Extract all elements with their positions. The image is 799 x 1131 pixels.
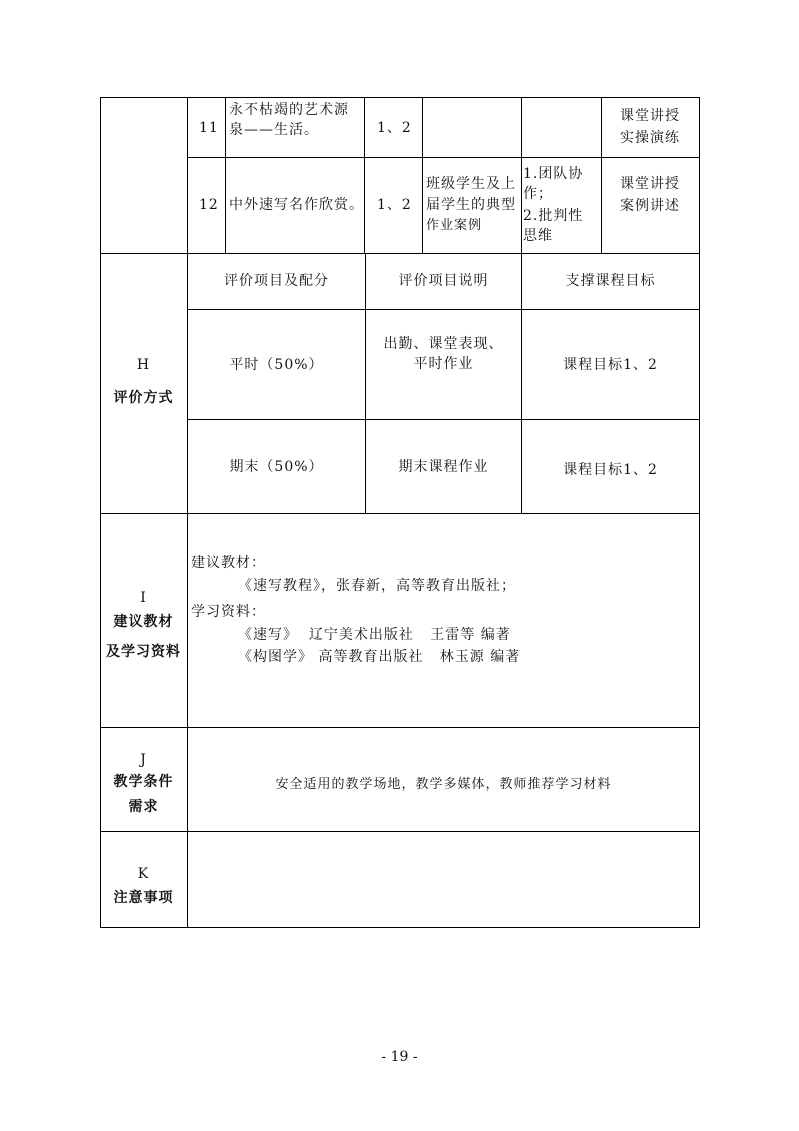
- section-j-letter: J: [140, 752, 147, 768]
- eval-header-item: 评价项目及配分: [224, 273, 329, 289]
- schedule-row-method: 案例讲述: [620, 198, 680, 214]
- materials-entry: 《速写》 辽宁美术出版社 王雷等 编著: [238, 627, 511, 643]
- col-divider: [225, 97, 226, 253]
- col-divider: [422, 97, 423, 253]
- schedule-row-ideology: 1.团队协: [523, 166, 584, 182]
- section-j-content: 安全适用的教学场地，教学多媒体，教师推荐学习材料: [275, 777, 612, 792]
- eval-target: 课程目标1、2: [563, 357, 658, 373]
- eval-target: 课程目标1、2: [563, 462, 658, 478]
- schedule-row-num: 11: [199, 120, 219, 136]
- schedule-row-resources: 作业案例: [426, 218, 483, 233]
- materials-entry: 《构图学》 高等教育出版社 林玉源 编著: [238, 649, 521, 665]
- row-divider: [100, 513, 700, 514]
- schedule-row-ideology: 思维: [523, 228, 553, 244]
- section-i-title: 及学习资料: [106, 644, 181, 660]
- schedule-row-method: 课堂讲授: [620, 108, 680, 124]
- section-k-title: 注意事项: [113, 890, 174, 906]
- section-h-title: 评价方式: [113, 390, 174, 406]
- eval-item: 期末（50%）: [229, 459, 324, 475]
- row-divider: [187, 419, 700, 420]
- schedule-row-resources: 届学生的典型: [426, 197, 516, 213]
- col-divider: [521, 97, 522, 253]
- section-i-letter: I: [140, 590, 147, 606]
- col-divider: [364, 97, 365, 253]
- schedule-row-ideology: 2.批判性: [523, 208, 584, 224]
- table-border-top: [100, 97, 700, 98]
- col-divider: [601, 97, 602, 253]
- eval-header-desc: 评价项目说明: [398, 273, 489, 289]
- materials-label: 学习资料：: [191, 604, 266, 620]
- textbook-entry: 《速写教程》，张春新，高等教育出版社；: [238, 578, 516, 594]
- row-divider: [100, 831, 700, 832]
- eval-header-target: 支撑课程目标: [565, 273, 656, 289]
- page-number: - 19 -: [381, 1049, 418, 1065]
- schedule-row-ideology: 作；: [523, 186, 553, 202]
- section-j-title: 教学条件: [113, 774, 174, 790]
- label-column-divider: [187, 97, 188, 928]
- section-j-title: 需求: [128, 799, 159, 815]
- eval-item: 平时（50%）: [229, 357, 324, 373]
- row-divider: [187, 157, 700, 158]
- row-divider: [187, 309, 700, 310]
- section-k-letter: K: [137, 866, 150, 882]
- row-divider: [100, 253, 700, 254]
- schedule-row-goals: 1、2: [377, 197, 412, 213]
- schedule-row-content: 泉——生活。: [229, 122, 319, 138]
- eval-desc: 期末课程作业: [398, 459, 489, 475]
- schedule-row-method: 课堂讲授: [620, 176, 680, 192]
- section-h-letter: H: [136, 357, 151, 373]
- textbook-label: 建议教材：: [191, 555, 266, 571]
- eval-desc: 出勤、课堂表现、: [383, 336, 504, 352]
- schedule-row-content: 永不枯竭的艺术源: [229, 102, 349, 118]
- section-i-title: 建议教材: [113, 614, 174, 630]
- schedule-row-content: 中外速写名作欣赏。: [229, 197, 364, 213]
- schedule-row-resources: 班级学生及上: [426, 176, 516, 192]
- schedule-row-method: 实操演练: [620, 130, 680, 146]
- eval-desc: 平时作业: [413, 356, 474, 372]
- schedule-row-num: 12: [199, 197, 219, 213]
- table-border-bottom: [100, 927, 700, 928]
- row-divider: [100, 727, 700, 728]
- schedule-row-goals: 1、2: [377, 120, 412, 136]
